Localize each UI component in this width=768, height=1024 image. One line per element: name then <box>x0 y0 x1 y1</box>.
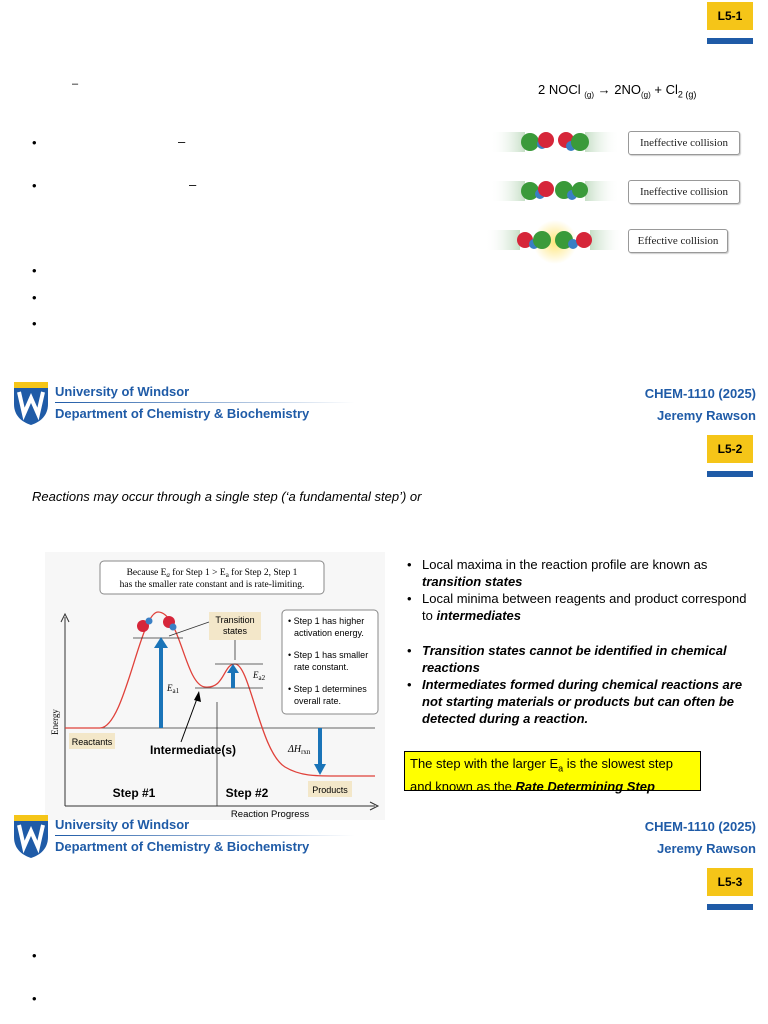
bullet: • <box>32 991 37 1006</box>
bullet: • <box>32 948 37 963</box>
intermediates-label: Intermediate(s) <box>150 743 237 757</box>
note-transition-detect: • Transition states cannot be identified in chemical reactions <box>422 642 752 676</box>
course-code: CHEM-1110 (2025) <box>644 386 756 401</box>
university-name: University of Windsor <box>55 384 190 399</box>
bullet: • <box>32 135 37 150</box>
collision-label-1: Ineffective collision <box>628 131 740 155</box>
footer-divider <box>55 402 355 403</box>
footer-divider <box>55 835 355 836</box>
transition-states-label: Transition <box>215 615 255 625</box>
step2-label: Step #2 <box>225 786 269 800</box>
reaction-equation: 2 NOCl $_{(g)} \to 2NO_{(g)} + Cl_{2 (g)}$ <box>538 82 697 100</box>
ea2-label: $E_{a2}$ <box>253 670 266 682</box>
slide-number-badge: L5-2 <box>707 435 753 463</box>
energy-profile-figure <box>45 552 385 820</box>
course-code: CHEM-1110 (2025) <box>644 819 756 834</box>
svg-text:states: states <box>222 626 248 636</box>
figure-caption-line-1: Because $E_a$ for Step $1 > E_a$ for Step 2, Step 1 <box>126 568 298 579</box>
reactants-label: Reactants <box>71 737 113 747</box>
x-axis-label: Reaction Progress <box>230 809 310 820</box>
products-label: Products <box>312 785 348 795</box>
note-intermediates-detect: • Intermediates formed during chemical reactions are not starting materials or products but can often be detected during a reaction. <box>422 676 752 727</box>
author-name: Jeremy Rawson <box>657 408 756 423</box>
dash-mark: – <box>72 78 79 90</box>
step1-label: Step #1 <box>112 786 156 800</box>
rate-determining-step-box: The step with the larger $E_a$ is the slowest step and known as the Rate Determining Step <box>404 751 701 791</box>
step-notes: • Step 1 has higher activation energy. • Step 1 has smaller rate constant. • Step 1 determines overall rate. <box>288 616 369 706</box>
bullet: • <box>32 290 37 305</box>
university-shield-logo <box>12 813 50 859</box>
energy-profile-diagram <box>45 552 385 820</box>
bullet: • <box>32 178 37 193</box>
note-intermediates: • Local minima between reagents and product correspond to intermediates <box>422 590 752 624</box>
collision-illustration <box>480 120 630 270</box>
slide-number-badge: L5-1 <box>707 2 753 30</box>
dash-mark: – <box>178 134 186 149</box>
ea1-label: $E_{a1}$ <box>167 683 180 695</box>
note-transition-states: • Local maxima in the reaction profile are known as transition states <box>422 556 752 590</box>
collision-label-2: Ineffective collision <box>628 180 740 204</box>
department-name: Department of Chemistry & Biochemistry <box>55 406 310 421</box>
bullet: • <box>32 316 37 331</box>
university-shield-logo <box>12 380 50 426</box>
dash-mark: – <box>189 177 197 192</box>
collision-label-3: Effective collision <box>628 229 728 253</box>
notes-list <box>402 556 752 727</box>
intro-text: Reactions may occur through a single step (‘a fundamental step’) or <box>32 489 422 504</box>
university-name: University of Windsor <box>55 817 190 832</box>
delta-h-label: $\Delta H_{rxn}$ <box>288 744 311 756</box>
bullet: • <box>32 263 37 278</box>
slide-number-badge: L5-3 <box>707 868 753 896</box>
figure-caption-line-2: has the smaller rate constant and is rate-limiting. <box>119 580 305 590</box>
badge-underline <box>707 471 753 477</box>
department-name: Department of Chemistry & Biochemistry <box>55 839 310 854</box>
badge-underline <box>707 38 753 44</box>
author-name: Jeremy Rawson <box>657 841 756 856</box>
energy-axis-label: Energy <box>50 709 60 735</box>
badge-underline <box>707 904 753 910</box>
